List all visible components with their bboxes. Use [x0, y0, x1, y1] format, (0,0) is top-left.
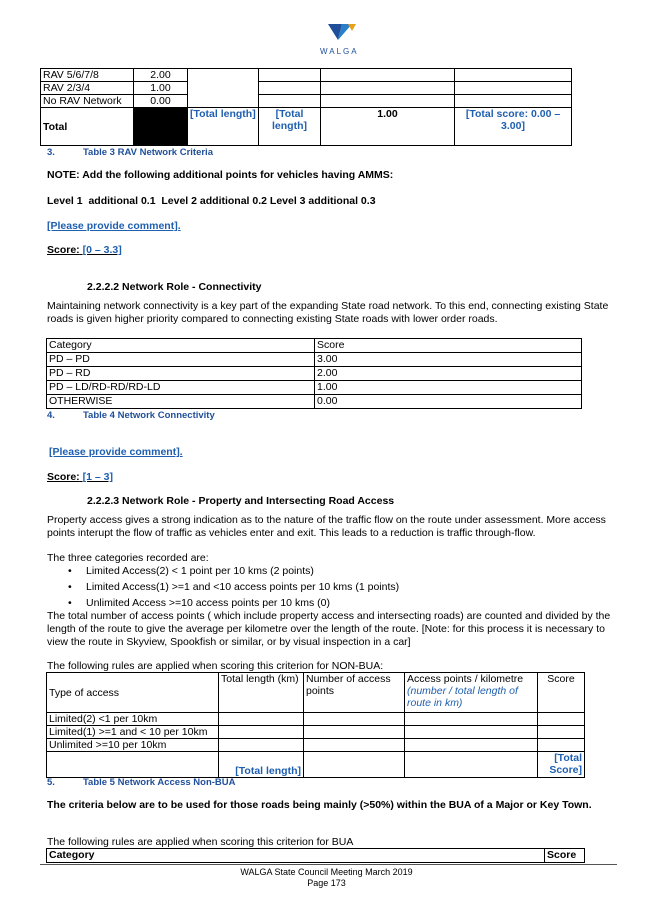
section-para-2223: Property access gives a strong indication as to the nature of the traffic flow on the route under assessment. More access points interupt the flow of traffic as vehicles enter and exit. This leads to a reduction is traffic through-flow.	[47, 514, 606, 539]
total-length: [Total length]	[219, 752, 304, 778]
rules-nonbua: The following rules are applied when scoring this criterion for NON-BUA:	[47, 660, 384, 672]
walga-logo-icon	[312, 22, 368, 48]
bua-table	[46, 848, 585, 863]
score-1: Score: [0 – 3.3]	[47, 244, 122, 256]
amms-note: NOTE: Add the following additional points for vehicles having AMMS:	[47, 169, 394, 181]
table-caption-3: 3. Table 3 RAV Network Criteria	[47, 147, 213, 158]
table-header-row: Category Score	[47, 849, 585, 863]
table-header-row: Type of access Total length (km) Number of access points Access points / kilometre (number / total length of route in km) Score	[47, 673, 585, 713]
categories-list	[66, 563, 399, 611]
table-row	[41, 95, 572, 108]
connectivity-table	[46, 338, 582, 409]
total-score: [Total score: 0.00 – 3.00]	[455, 108, 572, 146]
comment-link-1[interactable]: [Please provide comment].	[47, 220, 181, 232]
table-row: PD – PD 3.00	[47, 353, 582, 367]
access-total-row	[47, 752, 585, 778]
list-item: • Limited Access(2) < 1 point per 10 kms (2 points)	[66, 563, 399, 579]
categories-intro: The three categories recorded are:	[47, 552, 209, 564]
rav-label: RAV 5/6/7/8	[41, 69, 134, 82]
black-cell	[134, 108, 188, 146]
access-points-para: The total number of access points ( which include property access and intersecting roads) are counted and divided by the length of the route to give the average per kilometre over the length of the route. [Note: for this process it is necessary to view the route in Skyview, Spookfish or similar, or by visual inspection in a car]	[47, 610, 611, 648]
total-value: 1.00	[321, 108, 455, 146]
rav-label: RAV 2/3/4	[41, 82, 134, 95]
footer-line-1: WALGA State Council Meeting March 2019	[240, 867, 413, 877]
table-row: OTHERWISE 0.00	[47, 395, 582, 409]
rav-score: 0.00	[134, 95, 188, 108]
amms-levels: Level 1 additional 0.1 Level 2 additional 0.2 Level 3 additional 0.3	[47, 195, 376, 207]
table-row: PD – LD/RD-RD/RD-LD 1.00	[47, 381, 582, 395]
logo-text: WALGA	[320, 47, 359, 56]
rav-label: No RAV Network	[41, 95, 134, 108]
rav-total-row	[41, 108, 572, 146]
table-row: Limited(1) >=1 and < 10 per 10km	[47, 726, 585, 739]
total-length: [Total length]	[259, 108, 321, 146]
page-number: Page 173	[307, 878, 346, 888]
table-row	[41, 69, 572, 82]
score-2: Score: [1 – 3]	[47, 471, 113, 483]
comment-link-2[interactable]: [Please provide comment].	[49, 446, 183, 458]
footer-rule	[40, 864, 617, 865]
section-para-2222: Maintaining network connectivity is a key part of the expanding State road network. To this end, connecting existing State roads is given higher priority compared to connecting existing State roads with lower order roads.	[47, 300, 609, 325]
list-item: • Limited Access(1) >=1 and <10 access points per 10 kms (1 points)	[66, 579, 399, 595]
table-caption-5: 5. Table 5 Network Access Non-BUA	[47, 777, 236, 788]
table-caption-4: 4. Table 4 Network Connectivity	[47, 410, 215, 421]
rav-score: 2.00	[134, 69, 188, 82]
rav-score: 1.00	[134, 82, 188, 95]
bua-note: The criteria below are to be used for those roads being mainly (>50%) within the BUA of a Major or Key Town.	[47, 799, 592, 811]
table-row: Limited(2) <1 per 10km	[47, 713, 585, 726]
section-heading-2223: 2.2.2.3 Network Role - Property and Intersecting Road Access	[87, 495, 395, 507]
total-score: [Total Score]	[538, 752, 585, 778]
rules-bua: The following rules are applied when scoring this criterion for BUA	[47, 836, 354, 848]
section-heading-2222: 2.2.2.2 Network Role - Connectivity	[87, 281, 262, 293]
total-length: [Total length]	[188, 108, 259, 146]
access-table	[46, 672, 585, 778]
table-row: Unlimited >=10 per 10km	[47, 739, 585, 752]
table-row: PD – RD 2.00	[47, 367, 582, 381]
table-header-row: Category Score	[47, 339, 582, 353]
table-row	[41, 82, 572, 95]
list-item: • Unlimited Access >=10 access points per 10 kms (0)	[66, 595, 399, 611]
walga-logo	[312, 22, 368, 56]
total-label: Total	[41, 108, 134, 146]
rav-table	[40, 68, 572, 146]
